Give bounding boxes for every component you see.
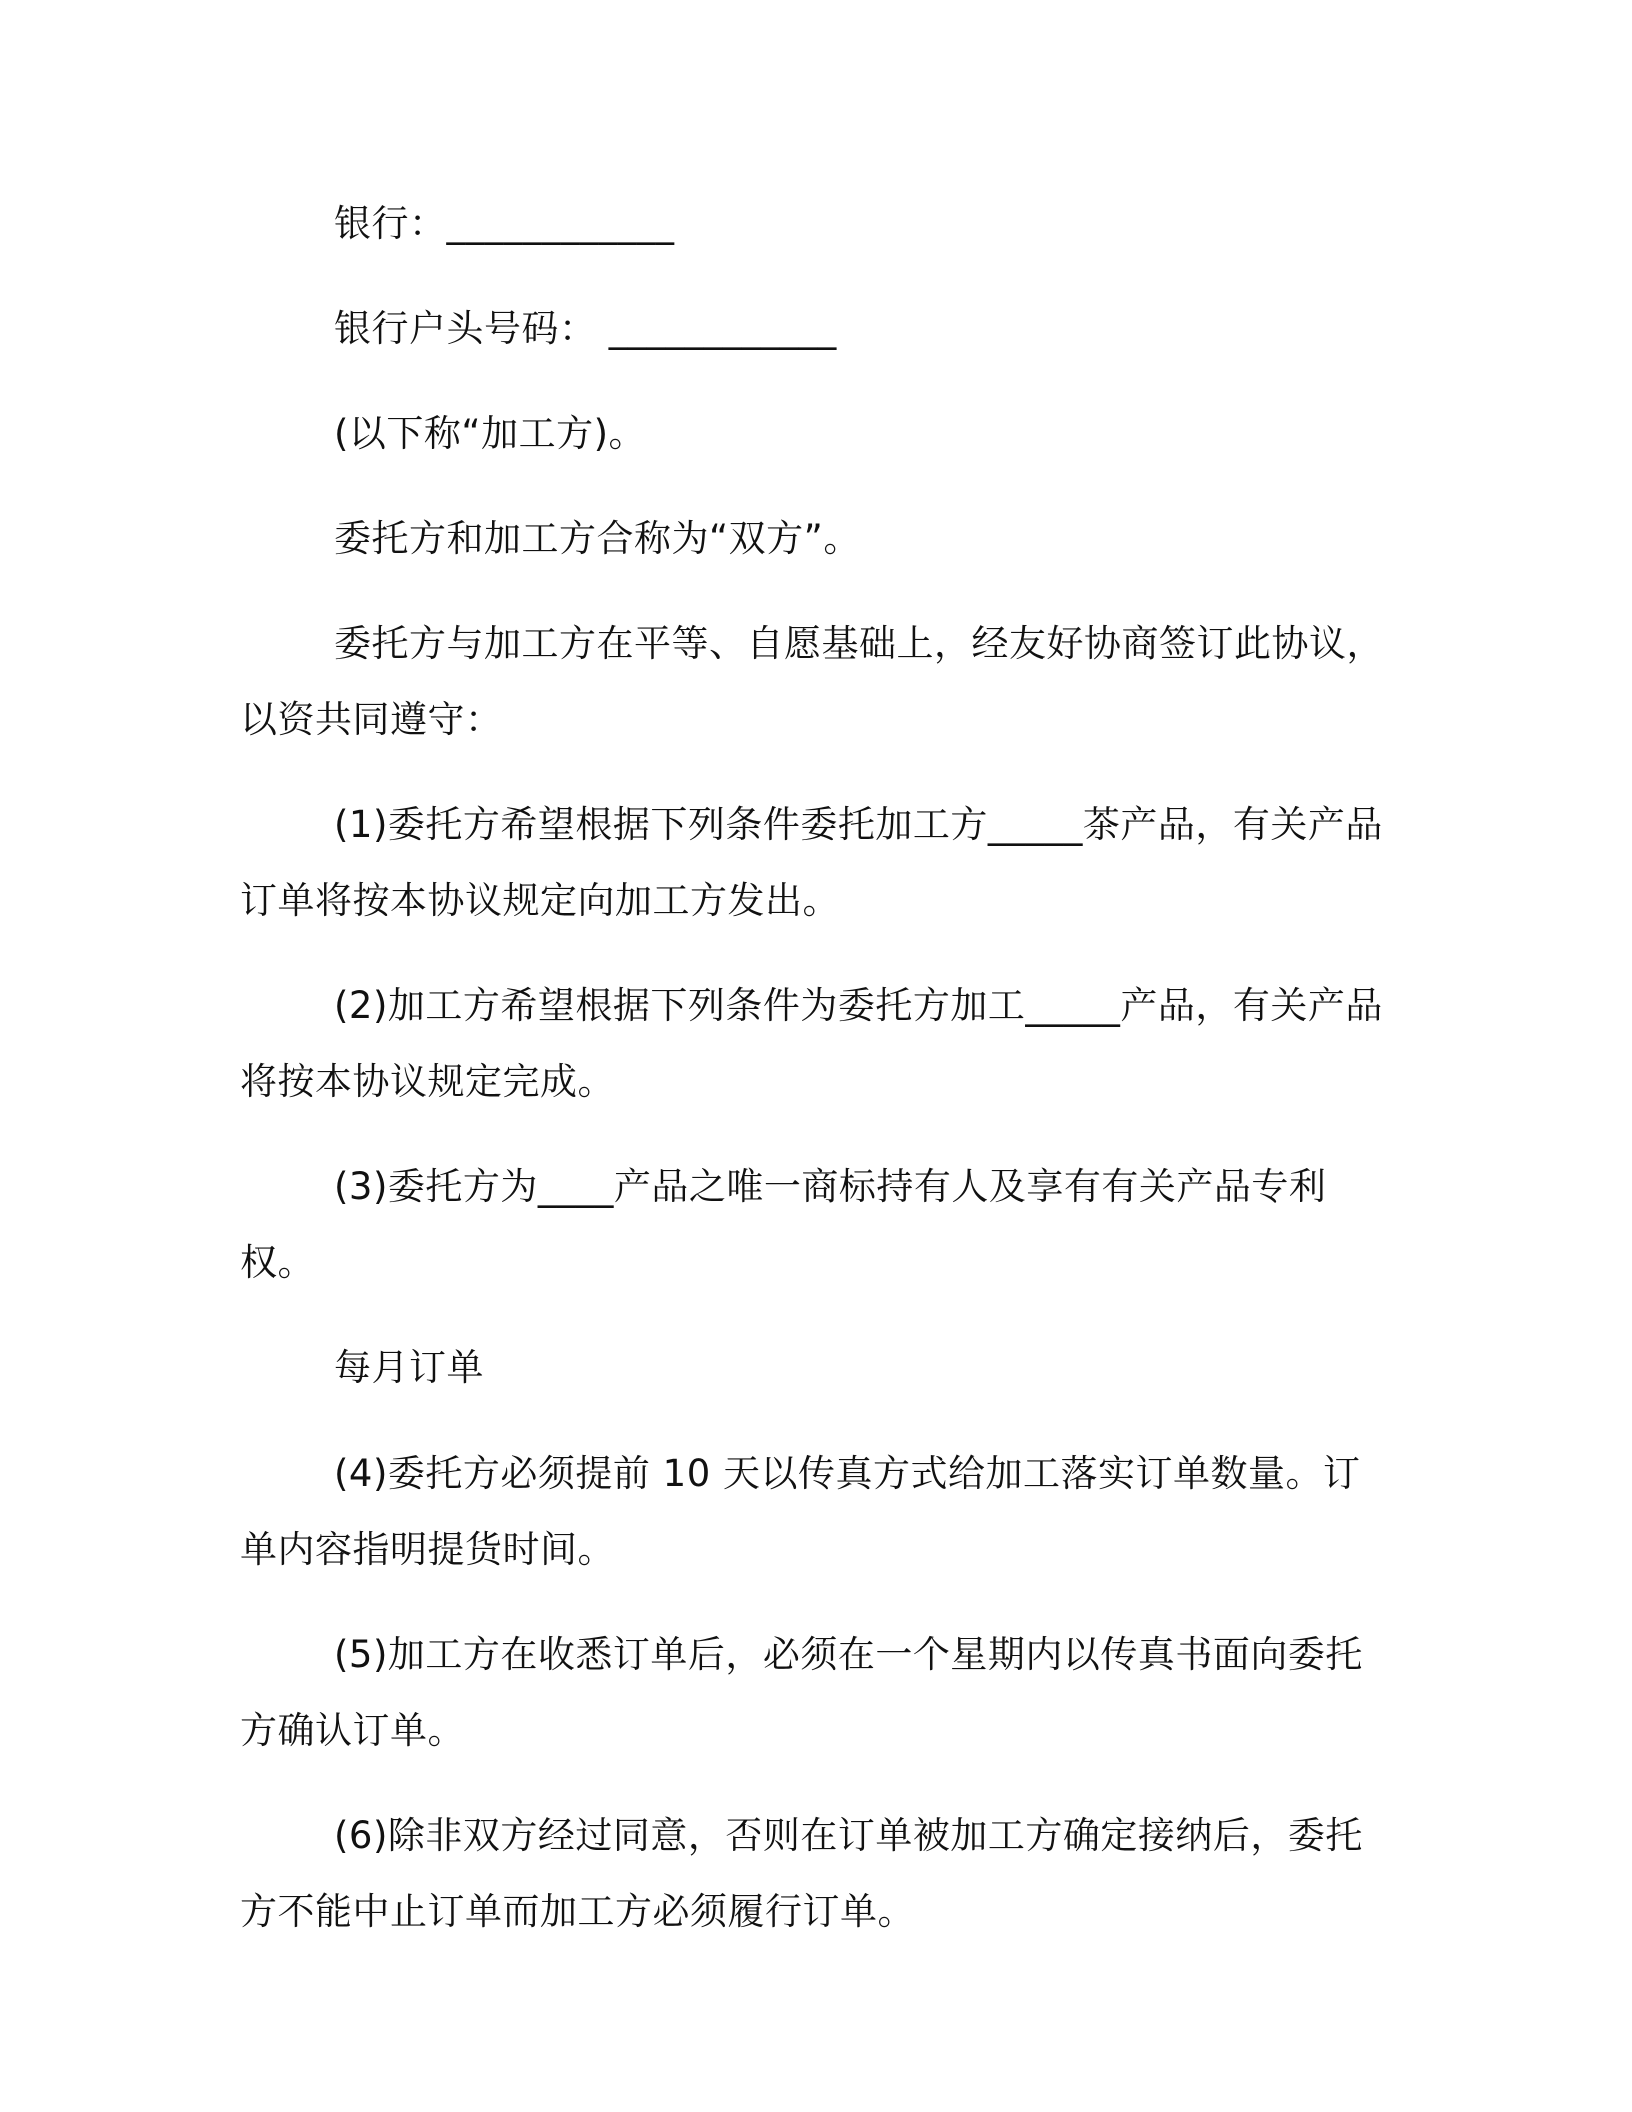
clause-6: (6)除非双方经过同意，否则在订单被加工方确定接纳后，委托方不能中止订单而加工方必须履行订单。 [240, 1814, 1363, 1933]
clause-1: (1)委托方希望根据下列条件委托加工方_____茶产品，有关产品订单将按本协议规定向加工方发出。 [240, 803, 1383, 922]
clause-4: (4)委托方必须提前 10 天以传真方式给加工落实订单数量。订单内容指明提货时间。 [240, 1452, 1361, 1571]
bank-account-field: 银行户头号码： ____________ [334, 307, 837, 350]
processor-definition: (以下称“加工方)。 [334, 412, 647, 455]
bank-field: 银行：____________ [334, 202, 675, 245]
document-body [240, 186, 1390, 1979]
agreement-intro: 委托方与加工方在平等、自愿基础上，经友好协商签订此协议，以资共同遵守： [240, 622, 1384, 741]
clause-3: (3)委托方为____产品之唯一商标持有人及享有有关产品专利权。 [240, 1165, 1327, 1284]
clause-5: (5)加工方在收悉订单后，必须在一个星期内以传真书面向委托方确认订单。 [240, 1633, 1363, 1752]
section-heading-monthly-orders: 每月订单 [334, 1346, 484, 1389]
parties-definition: 委托方和加工方合称为“双方”。 [334, 517, 861, 560]
clause-2: (2)加工方希望根据下列条件为委托方加工_____产品，有关产品将按本协议规定完成。 [240, 984, 1383, 1103]
